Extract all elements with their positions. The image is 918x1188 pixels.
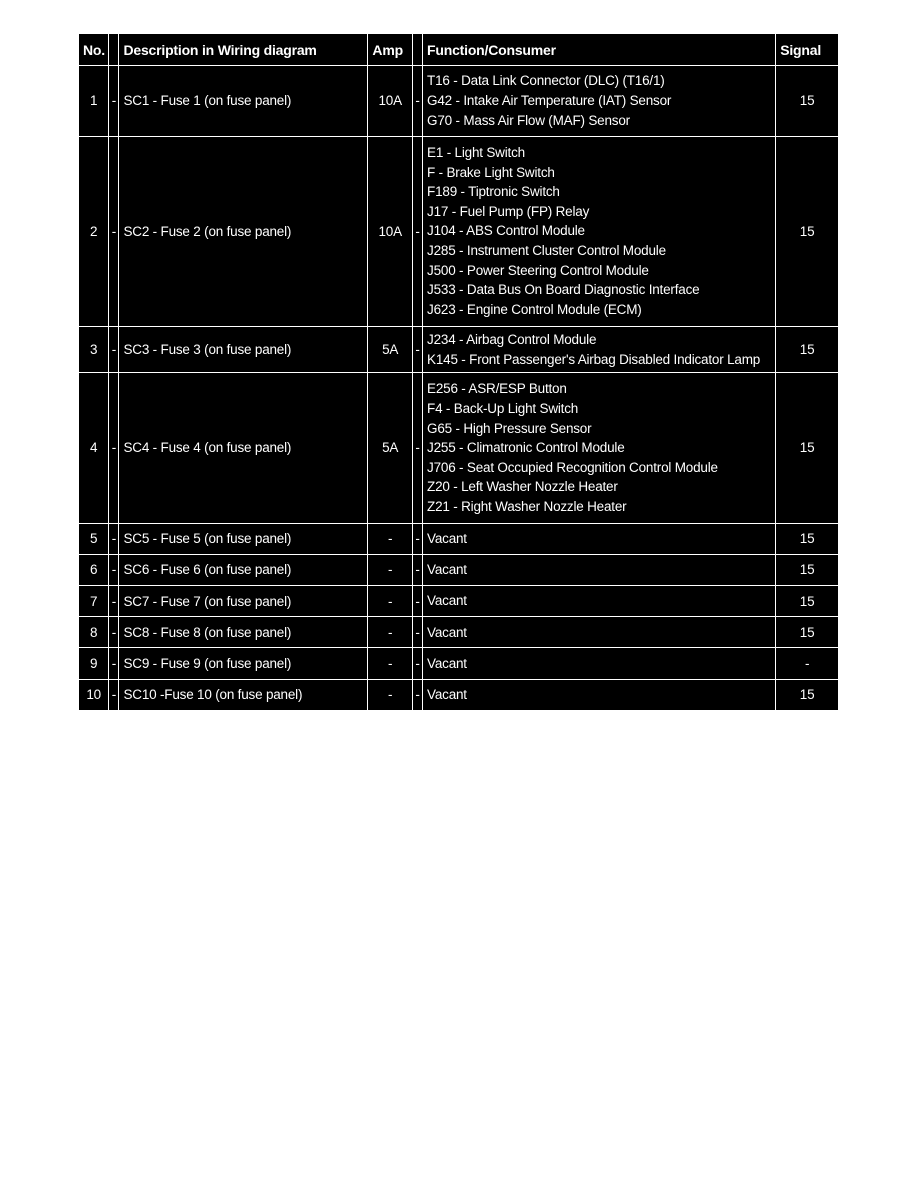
row-dash: - (412, 617, 422, 648)
row-dash: - (109, 523, 119, 554)
function-consumer-item: G42 - Intake Air Temperature (IAT) Sensor (427, 92, 672, 108)
function-consumer-item: J104 - ABS Control Module (427, 223, 585, 239)
row-dash: - (109, 66, 119, 137)
function-consumer-item: Z21 - Right Washer Nozzle Heater (427, 498, 627, 514)
signal-value: 15 (776, 136, 839, 326)
row-dash: - (412, 327, 422, 373)
fuse-description: SC4 - Fuse 4 (on fuse panel) (119, 373, 368, 523)
function-consumer-item: J706 - Seat Occupied Recognition Control Module (427, 459, 718, 475)
function-consumer-item: G65 - High Pressure Sensor (427, 420, 592, 436)
function-consumer-list (423, 136, 776, 326)
signal-value: 15 (776, 373, 839, 523)
row-dash: - (412, 66, 422, 137)
function-consumer-item: Vacant (427, 624, 467, 640)
table-row (79, 554, 839, 585)
fuse-amperage: - (368, 617, 413, 648)
function-consumer-list (423, 66, 776, 137)
row-dash: - (412, 648, 422, 679)
fuse-number: 2 (79, 136, 109, 326)
fuse-table-panel (78, 33, 839, 711)
row-dash: - (412, 136, 422, 326)
function-consumer-item: G70 - Mass Air Flow (MAF) Sensor (427, 112, 630, 128)
function-consumer-list (423, 679, 776, 710)
signal-value: - (776, 648, 839, 679)
function-consumer-item: K145 - Front Passenger's Airbag Disabled Indicator Lamp (427, 351, 761, 367)
function-consumer-list (423, 327, 776, 373)
fuse-amperage: - (368, 679, 413, 710)
fuse-number: 6 (79, 554, 109, 585)
table-row (79, 66, 839, 137)
fuse-amperage: 10A (368, 66, 413, 137)
fuse-amperage: - (368, 586, 413, 617)
fuse-description: SC3 - Fuse 3 (on fuse panel) (119, 327, 368, 373)
fuse-amperage: 5A (368, 373, 413, 523)
fuse-amperage: - (368, 554, 413, 585)
function-consumer-list (423, 586, 776, 617)
fuse-description: SC8 - Fuse 8 (on fuse panel) (119, 617, 368, 648)
row-dash: - (109, 554, 119, 585)
signal-value: 15 (776, 523, 839, 554)
fuse-amperage: - (368, 523, 413, 554)
function-consumer-item: F4 - Back-Up Light Switch (427, 400, 579, 416)
signal-value: 15 (776, 327, 839, 373)
table-row (79, 523, 839, 554)
table-row (79, 679, 839, 710)
function-consumer-item: J533 - Data Bus On Board Diagnostic Interface (427, 282, 700, 298)
row-dash: - (109, 136, 119, 326)
signal-value: 15 (776, 679, 839, 710)
fuse-description: SC2 - Fuse 2 (on fuse panel) (119, 136, 368, 326)
fuse-number: 7 (79, 586, 109, 617)
header-description: Description in Wiring diagram (119, 34, 368, 66)
row-dash: - (412, 679, 422, 710)
fuse-amperage: 10A (368, 136, 413, 326)
row-dash: - (109, 373, 119, 523)
header-no: No. (79, 34, 109, 66)
function-consumer-item: Vacant (427, 593, 467, 609)
function-consumer-list (423, 617, 776, 648)
table-row (79, 648, 839, 679)
table-row (79, 586, 839, 617)
function-consumer-list (423, 523, 776, 554)
function-consumer-item: T16 - Data Link Connector (DLC) (T16/1) (427, 73, 665, 89)
table-row (79, 373, 839, 523)
fuse-table (78, 33, 839, 711)
fuse-description: SC7 - Fuse 7 (on fuse panel) (119, 586, 368, 617)
header-spacer-2 (412, 34, 422, 66)
function-consumer-item: J285 - Instrument Cluster Control Module (427, 243, 666, 259)
function-consumer-item: J17 - Fuel Pump (FP) Relay (427, 203, 590, 219)
fuse-description: SC10 -Fuse 10 (on fuse panel) (119, 679, 368, 710)
signal-value: 15 (776, 66, 839, 137)
function-consumer-item: E1 - Light Switch (427, 145, 525, 161)
function-consumer-item: Vacant (427, 687, 467, 703)
row-dash: - (109, 617, 119, 648)
signal-value: 15 (776, 586, 839, 617)
function-consumer-item: J255 - Climatronic Control Module (427, 440, 625, 456)
table-row (79, 136, 839, 326)
row-dash: - (109, 586, 119, 617)
header-amp: Amp (368, 34, 413, 66)
function-consumer-item: Vacant (427, 530, 467, 546)
fuse-number: 1 (79, 66, 109, 137)
fuse-amperage: - (368, 648, 413, 679)
signal-value: 15 (776, 617, 839, 648)
table-body (79, 66, 839, 711)
header-function: Function/Consumer (423, 34, 776, 66)
fuse-number: 9 (79, 648, 109, 679)
fuse-number: 4 (79, 373, 109, 523)
fuse-amperage: 5A (368, 327, 413, 373)
function-consumer-item: Z20 - Left Washer Nozzle Heater (427, 479, 618, 495)
row-dash: - (412, 586, 422, 617)
row-dash: - (412, 554, 422, 585)
function-consumer-item: J500 - Power Steering Control Module (427, 262, 649, 278)
header-signal: Signal (776, 34, 839, 66)
row-dash: - (412, 523, 422, 554)
function-consumer-item: E256 - ASR/ESP Button (427, 381, 567, 397)
table-header-row (79, 34, 839, 66)
fuse-description: SC6 - Fuse 6 (on fuse panel) (119, 554, 368, 585)
row-dash: - (109, 327, 119, 373)
function-consumer-item: J623 - Engine Control Module (ECM) (427, 301, 642, 317)
row-dash: - (109, 679, 119, 710)
signal-value: 15 (776, 554, 839, 585)
header-spacer-1 (109, 34, 119, 66)
function-consumer-item: F - Brake Light Switch (427, 164, 555, 180)
function-consumer-list (423, 648, 776, 679)
row-dash: - (109, 648, 119, 679)
function-consumer-item: Vacant (427, 655, 467, 671)
fuse-description: SC1 - Fuse 1 (on fuse panel) (119, 66, 368, 137)
fuse-description: SC9 - Fuse 9 (on fuse panel) (119, 648, 368, 679)
fuse-description: SC5 - Fuse 5 (on fuse panel) (119, 523, 368, 554)
table-row (79, 617, 839, 648)
row-dash: - (412, 373, 422, 523)
fuse-number: 8 (79, 617, 109, 648)
function-consumer-item: F189 - Tiptronic Switch (427, 184, 560, 200)
fuse-number: 3 (79, 327, 109, 373)
function-consumer-item: J234 - Airbag Control Module (427, 332, 597, 348)
function-consumer-list (423, 554, 776, 585)
function-consumer-item: Vacant (427, 562, 467, 578)
fuse-number: 10 (79, 679, 109, 710)
fuse-number: 5 (79, 523, 109, 554)
function-consumer-list (423, 373, 776, 523)
table-row (79, 327, 839, 373)
